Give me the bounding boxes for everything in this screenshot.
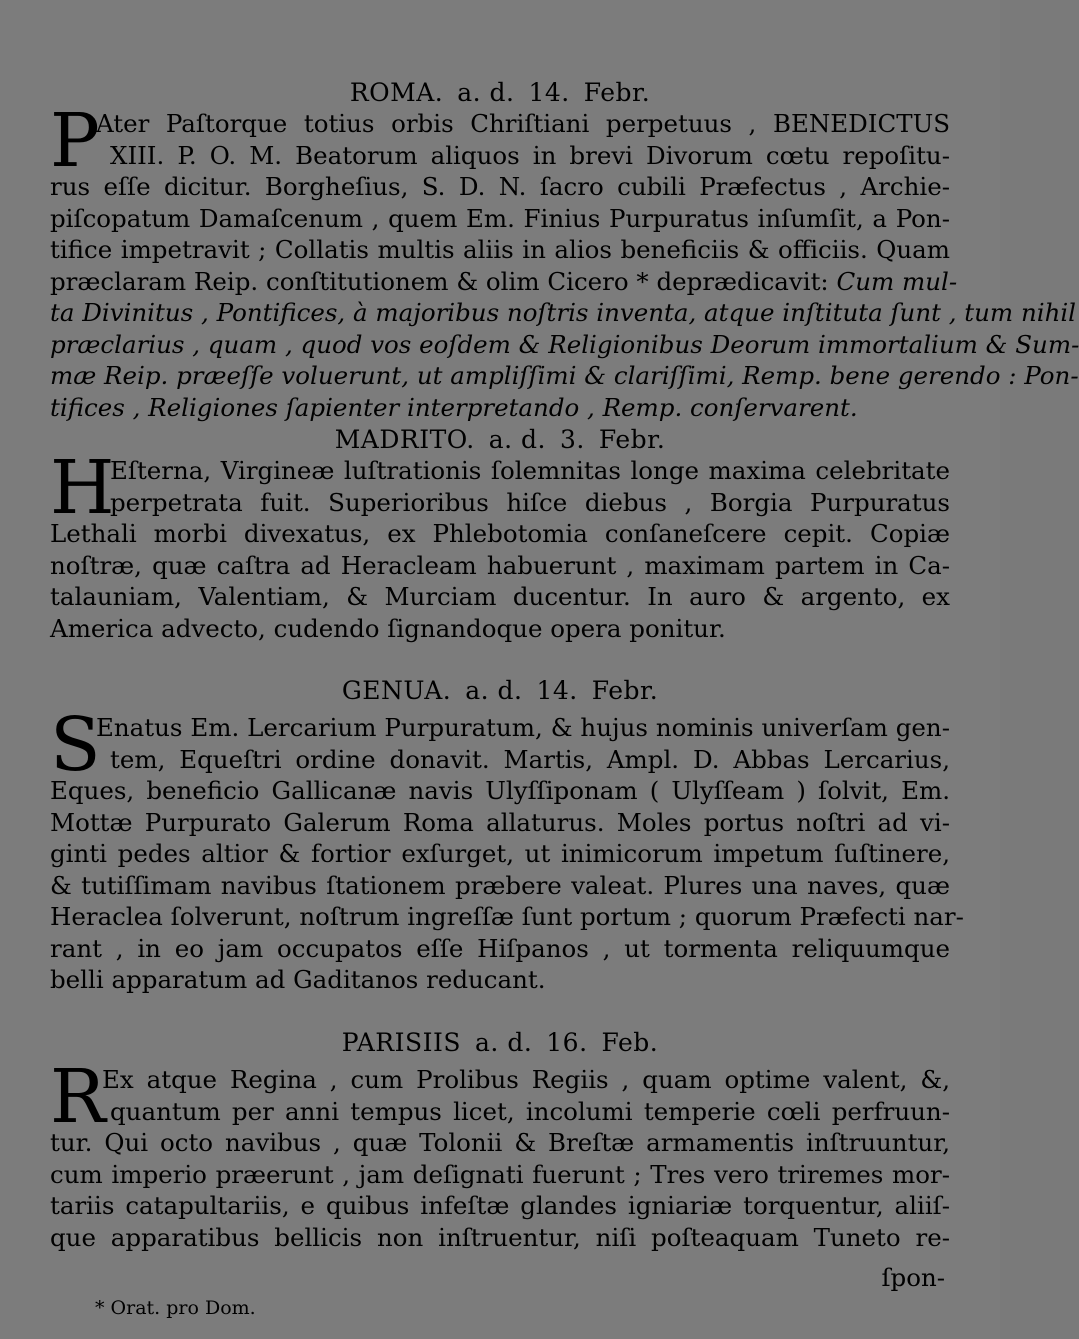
dateline-date: a. d. — [475, 1028, 533, 1057]
article-body — [50, 98, 1079, 423]
text-line: belli apparatum ad Gaditanos reducant. — [50, 965, 546, 994]
text-line: ginti pedes altior & fortior exſurget, ut inimicorum impetum ſuſtinere, — [50, 839, 950, 868]
text-line: rant , in eo jam occupatos eſſe Hiſpanos , ut tormenta reliquumque — [50, 933, 950, 963]
article-body — [50, 702, 964, 996]
text-line: Mottæ Purpurato Galerum Roma allaturus. Moles portus noſtri ad vi- — [50, 807, 950, 837]
dateline-city: GENUA. — [341, 676, 452, 705]
text-line: noſtræ, quæ caſtra ad Heracleam habuerunt , maximam partem in Ca- — [50, 550, 950, 580]
dateline-madrito — [50, 425, 950, 455]
dateline-day: 3. — [560, 425, 585, 454]
dateline-month: Febr. — [583, 78, 651, 107]
text-line-italic: Cum mul- — [836, 266, 958, 296]
article-body — [50, 445, 950, 644]
text-line: quantum per anni tempus licet, incolumi temperie cœli perfruun- — [110, 1096, 950, 1126]
drop-cap: P — [50, 98, 100, 184]
dateline-day: 16. — [546, 1028, 588, 1057]
text-line: Ex atque Regina , cum Prolibus Regiis , quam optime valent, &, — [102, 1065, 950, 1094]
text-line: Eſterna, Virgineæ luſtrationis ſolemnitas longe maxima celebritate — [110, 456, 950, 485]
text-line: que apparatibus bellicis non inſtruentur, niſi poſteaquam Tuneto re- — [50, 1222, 950, 1252]
drop-cap: R — [50, 1054, 106, 1140]
article-madrito — [50, 425, 950, 644]
article-genua — [50, 676, 964, 996]
dateline-city: MADRITO. — [334, 425, 475, 454]
dateline-city: PARISIIS — [341, 1028, 462, 1057]
dateline-city: ROMA. — [349, 78, 444, 107]
text-line: Heraclea ſolverunt, noſtrum ingreſſæ ſunt portum ; quorum Præfecti nar- — [50, 902, 964, 931]
text-line: ta Divinitus , Pontifices, à majoribus noſtris inventa, atque inſtituta ſunt , tum nihil — [50, 298, 1077, 327]
text-line: piſcopatum Damaſcenum , quem Em. Finius Purpuratus inſumſit, a Pon- — [50, 203, 950, 233]
dateline-date: a. d. — [488, 425, 546, 454]
article-roma — [50, 78, 1079, 423]
text-line: talauniam, Valentiam, & Murciam ducentur. In auro & argento, ex — [50, 582, 950, 611]
text-line: cum imperio præerunt , jam deſignati fuerunt ; Tres vero triremes mor- — [50, 1159, 950, 1189]
dateline-month: Febr. — [598, 425, 666, 454]
drop-cap: H — [50, 445, 115, 531]
dateline-day: 14. — [536, 676, 578, 705]
text-line: rus eſſe dicitur. Borgheſius, S. D. N. ſacro cubili Præfectus , Archie- — [50, 172, 950, 201]
dateline-parisiis — [50, 1028, 950, 1058]
text-line: & tutiſſimam navibus ſtationem præbere valeat. Plures una naves, quæ — [50, 870, 950, 900]
text-line: tariis catapultariis, e quibus infeſtæ glandes igniariæ torquentur, aliiſ- — [50, 1191, 950, 1220]
text-line: America advecto, cudendo ſignandoque opera ponitur. — [50, 613, 726, 643]
article-body — [50, 1054, 950, 1253]
text-line: Eques, beneficio Gallicanæ navis Ulyſſiponam ( Ulyſſeam ) ſolvit, Em. — [50, 776, 950, 805]
text-line: perpetrata fuit. Superioribus hiſce diebus , Borgia Purpuratus — [110, 487, 950, 517]
text-line: tem, Equeſtri ordine donavit. Martis, Ampl. D. Abbas Lercarius, — [110, 744, 950, 774]
article-parisiis — [50, 1028, 950, 1253]
text-line: præclarius , quam , quod vos eoſdem & Religionibus Deorum immortalium & Sum- — [50, 329, 1079, 359]
dateline-month: Feb. — [601, 1028, 659, 1057]
text-line-roman: præclaram Reip. conſtitutionem & olim Cicero * deprædicavit: — [50, 266, 829, 296]
text-line: Enatus Em. Lercarium Purpuratum, & hujus nominis univerſam gen- — [96, 713, 950, 742]
text-line: Lethali morbi divexatus, ex Phlebotomia conſaneſcere cepit. Copiæ — [50, 519, 950, 548]
text-line: tifice impetravit ; Collatis multis aliis in alios beneficiis & officiis. Quam — [50, 235, 950, 264]
dateline-day: 14. — [528, 78, 570, 107]
dateline-month: Febr. — [591, 676, 659, 705]
text-line: XIII. P. O. M. Beatorum aliquos in brevi Divorum cœtu repoſitu- — [110, 140, 950, 170]
dateline-date: a. d. — [457, 78, 515, 107]
text-line: mæ Reip. præeſſe voluerunt, ut ampliſſimi & clariſſimi, Remp. bene gerendo : Pon- — [50, 361, 1079, 390]
text-line: tur. Qui octo navibus , quæ Tolonii & Breſtæ armamentis inſtruuntur, — [50, 1128, 950, 1157]
dateline-genua — [50, 676, 950, 706]
text-line: tifices , Religiones ſapienter interpretando , Remp. conſervarent. — [50, 392, 858, 422]
drop-cap: S — [50, 702, 101, 788]
footnote: * Orat. pro Dom. — [95, 1297, 256, 1319]
text-line — [50, 266, 958, 298]
text-line: Ater Paſtorque totius orbis Chriſtiani perpetuus , BENEDICTUS — [96, 109, 950, 138]
dateline-date: a. d. — [465, 676, 523, 705]
dateline-roma — [50, 78, 950, 108]
catchword: ſpon- — [881, 1263, 945, 1292]
